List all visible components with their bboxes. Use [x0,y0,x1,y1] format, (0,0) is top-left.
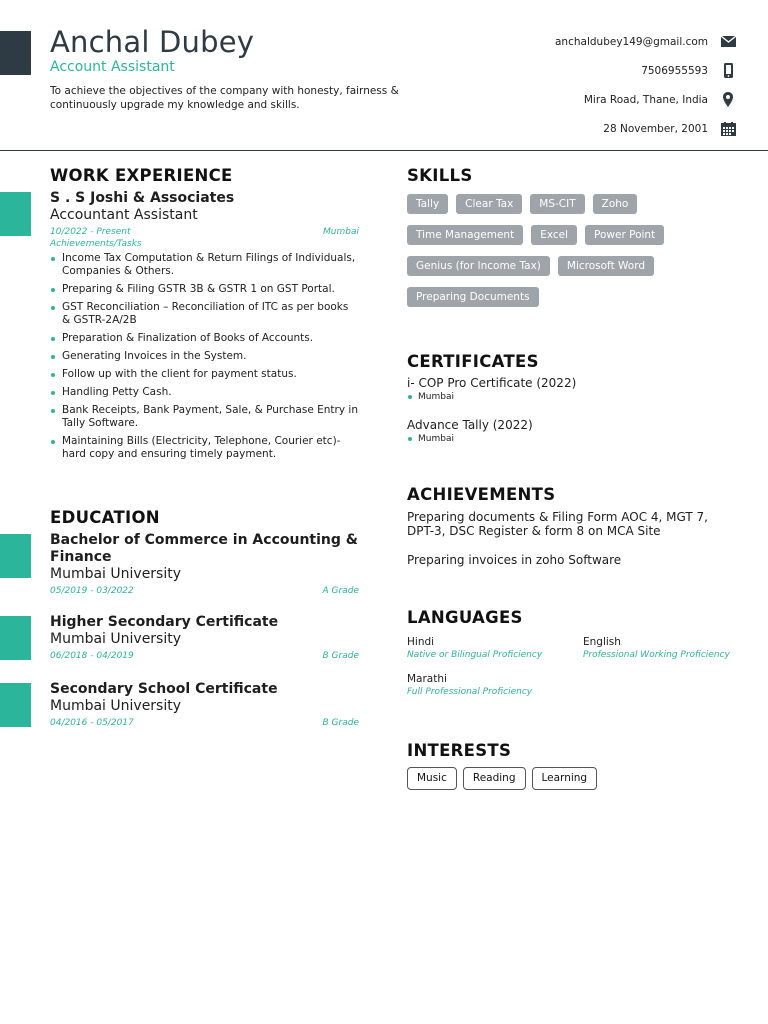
interest-tag: Music [407,767,457,790]
candidate-name: Anchal Dubey [50,25,255,59]
calendar-icon [720,121,736,137]
interests-section-title: INTERESTS [407,741,512,760]
skill-chip: Preparing Documents [407,287,539,307]
achievement-item: Preparing invoices in zoho Software [407,553,622,567]
certificate-entry [407,418,737,445]
skill-chip: Tally [407,194,448,214]
degree-name: Secondary School Certificate [50,681,278,697]
achievement-item: Preparing documents & Filing Form AOC 4, MGT 7, DPT-3, DSC Register & form 8 on MCA Site [407,510,708,538]
education-meta [50,651,359,661]
school-name: Mumbai University [50,698,182,714]
language-level: Native or Bilingual Proficiency [407,650,543,660]
location-text: Mira Road, Thane, India [583,93,708,106]
certificate-name: i- COP Pro Certificate (2022) [407,376,577,390]
contact-email[interactable] [396,27,736,56]
skills-section-title: SKILLS [407,166,473,185]
education-meta [50,718,359,728]
language-level: Professional Working Proficiency [583,650,730,660]
task-item: Maintaining Bills (Electricity, Telephone, Courier etc)- hard copy and ensuring timely payment. [50,435,359,462]
company-name: S . S Joshi & Associates [50,190,235,206]
skill-chip: Excel [531,225,577,245]
contact-dob [396,114,736,143]
work-location: Mumbai [323,227,359,237]
languages-section-title: LANGUAGES [407,608,523,627]
work-section-title: WORK EXPERIENCE [50,166,233,185]
task-list [50,252,359,462]
task-item: Preparation & Finalization of Books of Accounts. [50,332,359,345]
certificate-location: Mumbai [407,433,737,445]
skill-chip: MS-CIT [530,194,584,214]
skill-chip: Microsoft Word [558,256,654,276]
phone-text[interactable]: 7506955593 [641,64,708,77]
education-entry [50,681,359,728]
contact-location [396,85,736,114]
header-divider [0,150,768,151]
skill-chip: Power Point [585,225,664,245]
job-title: Accountant Assistant [50,207,198,223]
education-entry [50,614,359,661]
education-accent-bar-2 [0,616,31,660]
school-name: Mumbai University [50,631,182,647]
education-section-title: EDUCATION [50,508,160,527]
task-item: Bank Receipts, Bank Payment, Sale, & Purchase Entry in Tally Software. [50,404,359,431]
education-period: 05/2019 - 03/2022 [50,586,134,596]
skills-list [407,194,737,318]
degree-name: Higher Secondary Certificate [50,614,279,630]
degree-name: Bachelor of Commerce in Accounting & Finance [50,532,358,565]
certificate-name: Advance Tally (2022) [407,418,533,432]
skill-chip: Time Management [407,225,523,245]
email-text[interactable]: anchaldubey149@gmail.com [555,35,708,48]
header-accent-bar [0,31,31,75]
objective-text: To achieve the objectives of the company with honesty, fairness & continuously upgrade my knowledge and skills. [50,85,399,111]
education-accent-bar-1 [0,534,31,578]
language-entry [407,636,583,661]
location-pin-icon [720,92,736,108]
education-grade: B Grade [322,718,359,728]
language-entry [583,636,743,661]
achievements-section-title: ACHIEVEMENTS [407,485,556,504]
education-period: 04/2016 - 05/2017 [50,718,134,728]
skill-chip: Clear Tax [456,194,522,214]
tasks-label: Achievements/Tasks [50,239,142,249]
interest-tag: Learning [532,767,598,790]
education-accent-bar-3 [0,683,31,727]
education-grade: B Grade [322,651,359,661]
task-item: Handling Petty Cash. [50,386,359,399]
education-entry [50,532,359,596]
candidate-role: Account Assistant [50,59,175,75]
contact-block [396,27,736,143]
task-item: Generating Invoices in the System. [50,350,359,363]
work-period: 10/2022 - Present [50,227,131,237]
interests-list [407,767,737,790]
language-name: English [583,636,621,648]
task-item: GST Reconciliation – Reconciliation of ITC as per books & GSTR-2A/2B [50,301,359,328]
envelope-icon [720,34,736,50]
language-name: Hindi [407,636,435,648]
skill-chip: Genius (for Income Tax) [407,256,550,276]
certificate-entry [407,376,737,403]
interest-tag: Reading [463,767,526,790]
task-item: Preparing & Filing GSTR 3B & GSTR 1 on GST Portal. [50,283,359,296]
task-item: Income Tax Computation & Return Filings of Individuals, Companies & Others. [50,252,359,279]
language-entry [407,673,583,698]
language-level: Full Professional Proficiency [407,687,533,697]
dob-text: 28 November, 2001 [603,122,708,135]
phone-icon [720,63,736,79]
skill-chip: Zoho [593,194,638,214]
education-grade: A Grade [322,586,359,596]
language-name: Marathi [407,673,447,685]
languages-list [407,636,737,698]
certificates-section-title: CERTIFICATES [407,352,539,371]
school-name: Mumbai University [50,566,182,582]
education-period: 06/2018 - 04/2019 [50,651,134,661]
work-entry [50,190,359,466]
certificate-location: Mumbai [407,391,737,403]
education-meta [50,586,359,596]
work-accent-bar [0,192,31,236]
contact-phone[interactable] [396,56,736,85]
work-meta [50,227,359,237]
task-item: Follow up with the client for payment status. [50,368,359,381]
